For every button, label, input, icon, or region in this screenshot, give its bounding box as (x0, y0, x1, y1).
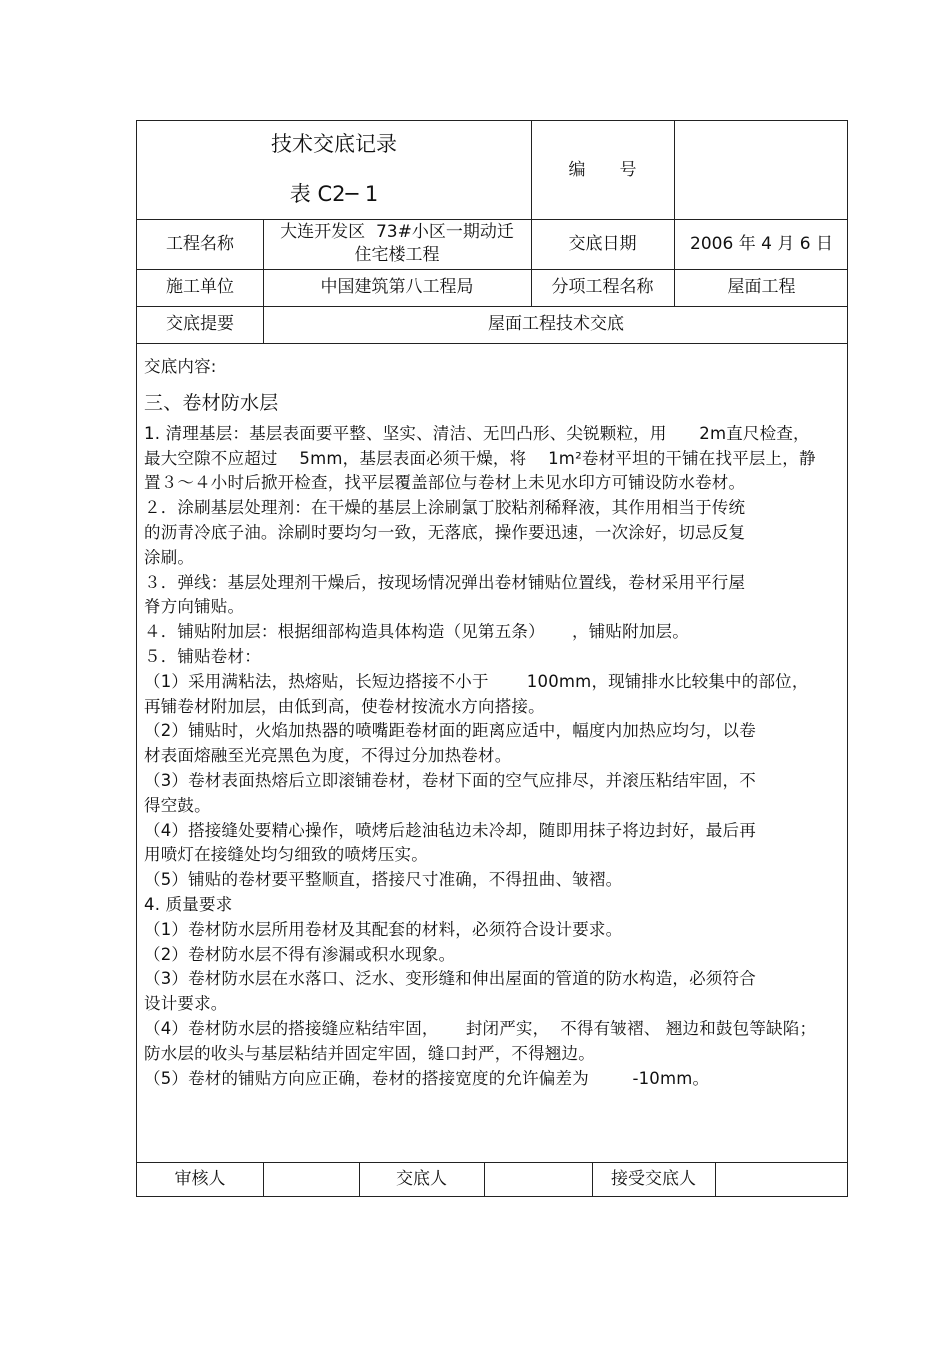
project-value-line2: 住宅楼工程 (354, 245, 440, 265)
content-line: 脊方向铺贴。 (144, 597, 245, 617)
content-line: （3）卷材防水层在水落口、泛水、变形缝和伸出屋面的管道的防水构造，必须符合 (144, 969, 756, 989)
content-intro: 交底内容: (144, 357, 217, 376)
date-label: 交底日期 (568, 233, 637, 254)
content-line: （4）卷材防水层的搭接缝应粘结牢固， 封闭严实， 不得有皱褶、 翘边和鼓包等缺陷； (144, 1018, 817, 1038)
content-line: 的沥青冷底子油。涂刷时要均匀一致，无落底，操作要迅速，一次涂好，切忌反复 (144, 522, 746, 542)
form-code: 表 C2─ 1 (289, 181, 379, 206)
disclosure-content (144, 355, 844, 1091)
content-line: ４．铺贴附加层：根据细部构造具体构造（见第五条） ，铺贴附加层。 (144, 622, 689, 642)
receiver-value (715, 1162, 849, 1197)
sub-project-value: 屋面工程 (727, 277, 796, 297)
disclosure-form (136, 120, 848, 1197)
content-line: 1. 清理基层：基层表面要平整、坚实、清洁、无凹凸形、尖锐颗粒，用 2m直尺检查， (144, 423, 810, 443)
content-line: （5）卷材的铺贴方向应正确，卷材的搭接宽度的允许偏差为 -10mm。 (144, 1068, 710, 1088)
summary-label: 交底提要 (166, 314, 234, 334)
content-line: 置３～４小时后掀开检查，找平层覆盖部位与卷材上未见水印方可铺设防水卷材。 (144, 473, 746, 493)
discloser-label: 交底人 (396, 1169, 447, 1189)
content-line: ３．弹线：基层处理剂干燥后，按现场情况弹出卷材铺贴位置线，卷材采用平行屋 (144, 572, 746, 592)
content-line: 涂刷。 (144, 547, 195, 567)
unit-value: 中国建筑第八工程局 (320, 277, 474, 297)
reviewer-label: 审核人 (174, 1169, 226, 1189)
content-line: （3）卷材表面热熔后立即滚铺卷材，卷材下面的空气应排尽，并滚压粘结牢固，不 (144, 770, 756, 790)
content-lines (144, 422, 844, 1092)
number-label: 编 号 (568, 159, 637, 180)
content-line: 最大空隙不应超过 5mm，基层表面必须干燥，将 1m²卷材平坦的干铺在找平层上，静 (144, 448, 816, 468)
content-line: 再铺卷材附加层，由低到高，使卷材按流水方向搭接。 (144, 696, 545, 716)
summary-value: 屋面工程技术交底 (488, 314, 624, 334)
content-line: 4. 质量要求 (144, 894, 233, 914)
content-line: 用喷灯在接缝处均匀细致的喷烤压实。 (144, 845, 428, 865)
project-value (263, 219, 531, 269)
content-line: （2）卷材防水层不得有渗漏或积水现象。 (144, 944, 456, 964)
content-line: 得空鼓。 (144, 795, 211, 815)
content-line: 设计要求。 (144, 994, 228, 1014)
content-line: 材表面熔融至光亮黑色为度，不得过分加热卷材。 (144, 746, 512, 766)
form-title: 技术交底记录 (271, 131, 397, 156)
content-line: ２．涂刷基层处理剂：在干燥的基层上涂刷氯丁胶粘剂稀释液，其作用相当于传统 (144, 498, 746, 518)
receiver-label: 接受交底人 (611, 1169, 696, 1189)
project-label: 工程名称 (166, 233, 234, 254)
date-value: 2006 年 4 月 6 日 (690, 233, 833, 254)
reviewer-value (263, 1162, 359, 1197)
content-line: （1）采用满粘法，热熔贴，长短边搭接不小于 100mm，现铺排水比较集中的部位， (144, 671, 809, 691)
rule-summary (137, 343, 847, 344)
content-line: （2）铺贴时，火焰加热器的喷嘴距卷材面的距离应适中，幅度内加热应均匀，以卷 (144, 721, 756, 741)
content-line: （1）卷材防水层所用卷材及其配套的材料，必须符合设计要求。 (144, 919, 623, 939)
discloser-value (484, 1162, 592, 1197)
content-line: ５．铺贴卷材： (144, 646, 261, 666)
sub-project-label: 分项工程名称 (551, 277, 654, 297)
content-line: （4）搭接缝处要精心操作，喷烤后趁油毡边未冷却，随即用抹子将边封好，最后再 (144, 820, 756, 840)
project-value-line1: 大连开发区 73#小区一期动迁 (280, 222, 514, 242)
section-title: 三、卷材防水层 (144, 391, 279, 414)
content-line: （5）铺贴的卷材要平整顺直，搭接尺寸准确，不得扭曲、皱褶。 (144, 870, 623, 890)
unit-label: 施工单位 (166, 277, 234, 297)
content-line: 防水层的收头与基层粘结并固定牢固，缝口封严，不得翘边。 (144, 1043, 595, 1063)
number-value (674, 121, 849, 219)
